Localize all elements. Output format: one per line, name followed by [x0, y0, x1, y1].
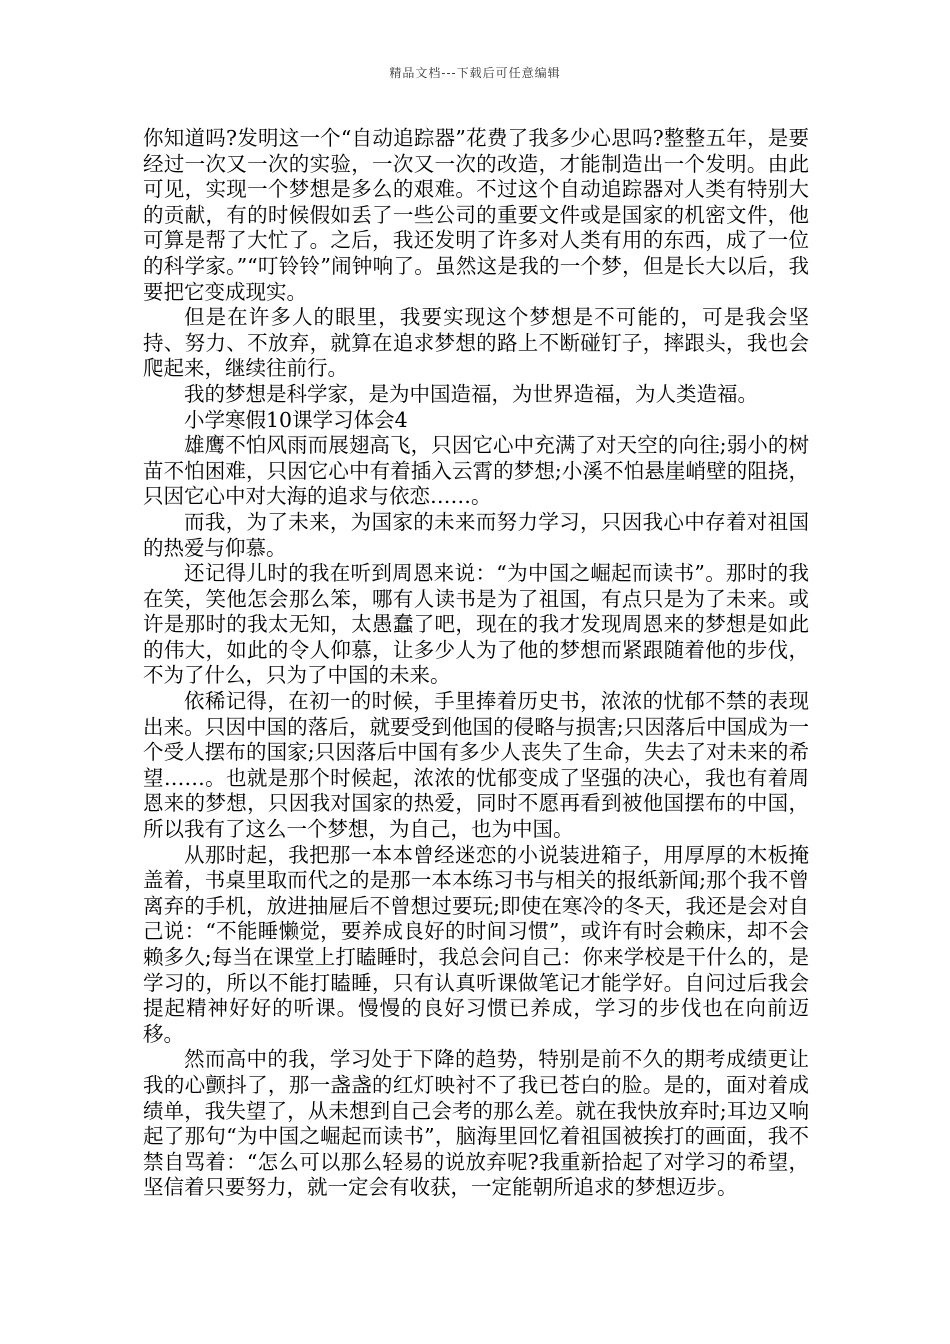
section-title: 小学寒假10课学习体会4 [184, 407, 408, 432]
paragraph-8: 依稀记得，在初一的时候，手里捧着历史书，浓浓的忧郁不禁的表现出来。只因中国的落后，就要受到他国的侵略与损害;只因落后中国成为一个受人摆布的国家;只因落后中国有多少人丧失了生命，失去了对未来的希望……。也就是那个时候起，浓浓的忧郁变成了坚强的决心，我也有着周恩来的梦想，只因我对国家的热爱，同时不愿再看到被他国摆布的中国，所以我有了这么一个梦想，为自己，也为中国。 [143, 689, 809, 842]
paragraph-2: 但是在许多人的眼里，我要实现这个梦想是不可能的，可是我会坚持、努力、不放弃，就算在追求梦想的路上不断碰钉子，摔跟头，我也会爬起来，继续往前行。 [143, 305, 809, 381]
paragraph-9: 从那时起，我把那一本本曾经迷恋的小说装进箱子，用厚厚的木板掩盖着，书桌里取而代之的是那一本本练习书与相关的报纸新闻;那个我不曾离弃的手机，放进抽屉后不曾想过要玩;即使在寒冷的冬天，我还是会对自己说：“不能睡懒觉，要养成良好的时间习惯”，或许有时会赖床，却不会赖多久;每当在课堂上打瞌睡时，我总会问自己：你来学校是干什么的，是学习的，所以不能打瞌睡，只有认真听课做笔记才能学好。自问过后我会提起精神好好的听课。慢慢的良好习惯已养成，学习的步伐也在向前迈移。 [143, 842, 809, 1046]
paragraph-3: 我的梦想是科学家，是为中国造福，为世界造福，为人类造福。 [184, 381, 758, 406]
paragraph-6: 而我，为了未来，为国家的未来而努力学习，只因我心中存着对祖国的热爱与仰慕。 [143, 509, 809, 560]
document-body [143, 126, 809, 1201]
paragraph-5: 雄鹰不怕风雨而展翅高飞，只因它心中充满了对天空的向往;弱小的树苗不怕困难，只因它心中有着插入云霄的梦想;小溪不怕悬崖峭壁的阻挠，只因它心中对大海的追求与依恋……。 [143, 433, 809, 509]
paragraph-1: 你知道吗?发明这一个“自动追踪器”花费了我多少心思吗?整整五年，是要经过一次又一次的实验，一次又一次的改造，才能制造出一个发明。由此可见，实现一个梦想是多么的艰难。不过这个自动追踪器对人类有特别大的贡献，有的时候假如丢了一些公司的重要文件或是国家的机密文件，他可算是帮了大忙了。之后，我还发明了许多对人类有用的东西，成了一位的科学家。”“叮铃铃”闹钟响了。虽然这是我的一个梦，但是长大以后，我要把它变成现实。 [143, 126, 809, 304]
paragraph-10: 然而高中的我，学习处于下降的趋势，特别是前不久的期考成绩更让我的心颤抖了，那一盏盏的红灯映衬不了我已苍白的脸。是的，面对着成绩单，我失望了，从未想到自己会考的那么差。就在我快放弃时;耳边又响起了那句“为中国之崛起而读书”，脑海里回忆着祖国被挨打的画面，我不禁自骂着：“怎么可以那么轻易的说放弃呢?我重新拾起了对学习的希望，坚信着只要努力，就一定会有收获，一定能朝所追求的梦想迈步。 [143, 1047, 809, 1200]
page-header: 精品文档---下载后可任意编辑 [389, 66, 561, 80]
paragraph-7: 还记得儿时的我在听到周恩来说：“为中国之崛起而读书”。那时的我在笑，笑他怎会那么笨，哪有人读书是为了祖国，有点只是为了未来。或许是那时的我太无知，太愚蠢了吧，现在的我才发现周恩来的梦想是如此的伟大，如此的令人仰慕，让多少人为了他的梦想而紧跟随着他的步伐，不为了什么，只为了中国的未来。 [143, 561, 809, 688]
